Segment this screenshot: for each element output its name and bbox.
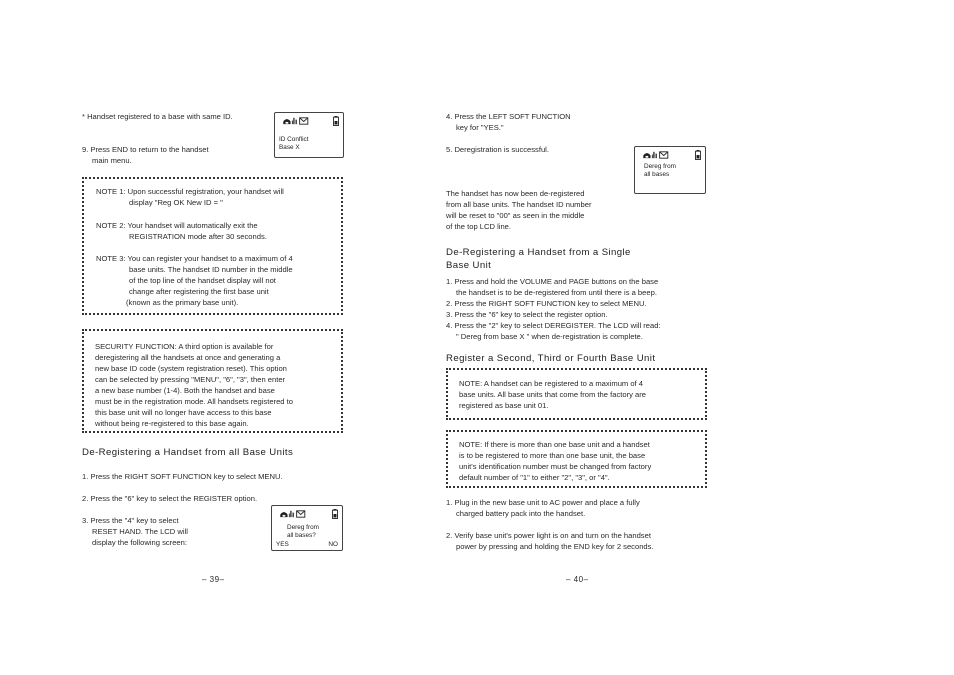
note-3-line2: base units. The handset ID number in the middle	[129, 265, 293, 274]
step-9-line1: 9. Press END to return to the handset	[82, 145, 209, 154]
security-line6: must be in the registration mode. All handsets registered to	[95, 397, 293, 406]
note-b-line3: unit's identification number must be changed from factory	[459, 462, 652, 471]
dereg-para-line1: The handset has now been de-registered	[446, 189, 585, 198]
register-step-1-line1: 1. Plug in the new base unit to AC power and place a fully	[446, 498, 640, 507]
single-step-4-line2: " Dereg from base X " when de-registration is complete.	[456, 332, 643, 341]
lcd-line1: ID Conflict	[279, 136, 309, 143]
status-icons	[641, 150, 671, 160]
note-a-line3: registered as base unit 01.	[459, 401, 549, 410]
note-a-line2: base units. All base units that come from the factory are	[459, 390, 646, 399]
signal-antenna-icon	[652, 152, 657, 158]
register-step-2-line2: power by pressing and holding the END key for 2 seconds.	[456, 542, 654, 551]
step-3-line2: RESET HAND. The LCD will	[92, 527, 188, 536]
signal-antenna-icon	[289, 511, 294, 517]
envelope-icon	[660, 152, 668, 158]
single-step-3: 3. Press the "6" key to select the register option.	[446, 310, 608, 319]
single-step-2: 2. Press the RIGHT SOFT FUNCTION key to select MENU.	[446, 299, 647, 308]
step-1: 1. Press the RIGHT SOFT FUNCTION key to select MENU.	[82, 472, 283, 481]
step-4-line1: 4. Press the LEFT SOFT FUNCTION	[446, 112, 571, 121]
page-number-39: – 39–	[202, 575, 225, 584]
lcd-screen-id-conflict	[274, 112, 344, 158]
security-line5: a new base number (1-4). Both the handset and base	[95, 386, 275, 395]
step-3-line1: 3. Press the "4" key to select	[82, 516, 179, 525]
security-line7: this base unit will no longer have access to this base	[95, 408, 272, 417]
dereg-para-line2: from all base units. The handset ID number	[446, 200, 592, 209]
battery-icon	[695, 150, 701, 160]
lcd-line1: Dereg from	[644, 163, 676, 170]
register-step-2-line1: 2. Verify base unit's power light is on and turn on the handset	[446, 531, 651, 540]
lcd-soft-left: YES	[276, 541, 289, 548]
step-3-line3: display the following screen:	[92, 538, 187, 547]
dereg-para-line4: of the top LCD line.	[446, 222, 512, 231]
envelope-icon	[300, 118, 308, 124]
phone-icon	[643, 153, 650, 158]
registered-note: * Handset registered to a base with same ID.	[82, 112, 233, 121]
page-number-40: – 40–	[566, 575, 589, 584]
section-heading-all-bases: De-Registering a Handset from all Base Units	[82, 447, 294, 458]
note-3-line4: change after registering the first base unit	[129, 287, 269, 296]
note-2-line2: REGISTRATION mode after 30 seconds.	[129, 232, 267, 241]
section-heading-single-base-line1: De-Registering a Handset from a Single	[446, 247, 631, 258]
note-3-line1: NOTE 3: You can register your handset to a maximum of 4	[96, 254, 293, 263]
battery-icon	[332, 509, 338, 519]
note-1-line1: NOTE 1: Upon successful registration, your handset will	[96, 187, 284, 196]
single-step-1-line2: the handset is to be de-registered from until there is a beep.	[456, 288, 657, 297]
note-a-line1: NOTE: A handset can be registered to a maximum of 4	[459, 379, 644, 388]
note-2-line1: NOTE 2: Your handset will automatically exit the	[96, 221, 258, 230]
envelope-icon	[297, 511, 305, 517]
section-heading-single-base-line2: Base Unit	[446, 260, 492, 271]
phone-icon	[283, 119, 290, 124]
section-heading-second-base: Register a Second, Third or Fourth Base Unit	[446, 353, 656, 364]
step-4-line2: key for "YES."	[456, 123, 504, 132]
status-icons	[281, 116, 311, 126]
security-line1: SECURITY FUNCTION: A third option is available for	[95, 342, 274, 351]
security-line3: new base ID code (system registration reset). This option	[95, 364, 287, 373]
lcd-line2: all bases	[644, 171, 670, 178]
lcd-line2: Base X	[279, 144, 300, 151]
lcd-soft-right: NO	[328, 541, 338, 548]
step-5: 5. Deregistration is successful.	[446, 145, 549, 154]
register-step-1-line2: charged battery pack into the handset.	[456, 509, 586, 518]
battery-icon	[333, 116, 339, 126]
lcd-screen-dereg-done	[634, 146, 706, 194]
note-3-line3: of the top line of the handset display will not	[129, 276, 276, 285]
security-line4: can be selected by pressing "MENU", "6", "3", then enter	[95, 375, 286, 384]
note-3-line5: (known as the primary base unit).	[126, 298, 239, 307]
lcd-line1: Dereg from	[287, 524, 319, 531]
single-step-4-line1: 4. Press the "2" key to select DEREGISTER. The LCD will read:	[446, 321, 661, 330]
phone-icon	[280, 512, 287, 517]
note-1-line2: display "Reg OK New ID = "	[129, 198, 223, 207]
lcd-screen-dereg-all	[271, 505, 343, 551]
dereg-para-line3: will be reset to "00" as seen in the middle	[446, 211, 585, 220]
note-b-line4: default number of "1" to either "2", "3", or "4".	[459, 473, 610, 482]
security-line8: without being re-registered to this base again.	[95, 419, 249, 428]
lcd-line2: all bases?	[287, 532, 316, 539]
status-icons	[278, 509, 308, 519]
step-9-line2: main menu.	[92, 156, 132, 165]
note-b-line1: NOTE: If there is more than one base unit and a handset	[459, 440, 650, 449]
note-b-line2: is to be registered to more than one base unit, the base	[459, 451, 646, 460]
step-2: 2. Press the "6" key to select the REGISTER option.	[82, 494, 258, 503]
single-step-1-line1: 1. Press and hold the VOLUME and PAGE buttons on the base	[446, 277, 659, 286]
signal-antenna-icon	[292, 118, 297, 124]
security-line2: deregistering all the handsets at once and generating a	[95, 353, 281, 362]
